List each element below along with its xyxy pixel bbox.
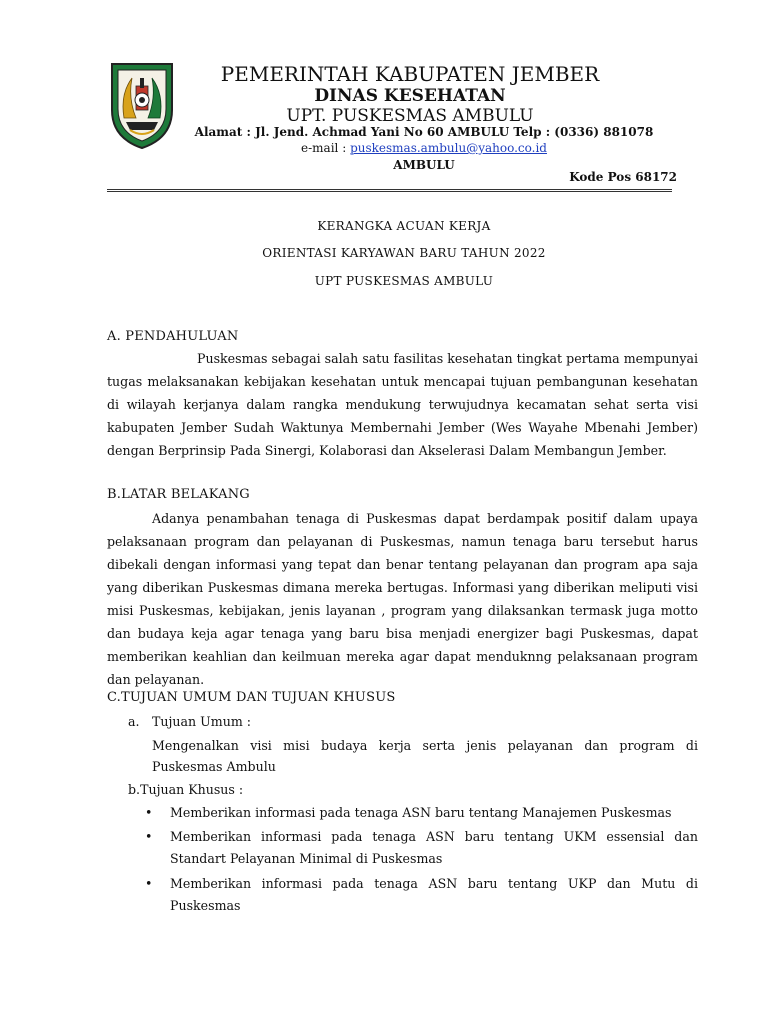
- kop-divider: [107, 189, 672, 192]
- bullet-icon: •: [145, 829, 153, 844]
- email-label: e-mail :: [301, 141, 347, 155]
- list-item: [145, 873, 698, 917]
- kop-upt: UPT. PUSKESMAS AMBULU: [286, 106, 534, 126]
- list-item: [145, 826, 698, 870]
- list-item: [145, 802, 698, 824]
- tujuan-umum-item: [128, 714, 251, 729]
- bullet-icon: •: [145, 805, 153, 820]
- list-item-text: Memberikan informasi pada tenaga ASN baru tentang UKM essensial dan Standart Pelayanan Minimal di Puskesmas: [170, 829, 698, 866]
- kop-email-line: [40, 141, 768, 155]
- heading-pendahuluan: A. PENDAHULUAN: [107, 329, 239, 344]
- judul-upt: UPT PUSKESMAS AMBULU: [314, 274, 494, 288]
- tujuan-umum-text: Mengenalkan visi misi budaya kerja serta jenis pelayanan dan program di Puskesmas Ambulu: [152, 738, 698, 774]
- list-item-text: Memberikan informasi pada tenaga ASN baru tentang UKP dan Mutu di Puskesmas: [170, 876, 698, 913]
- judul-kak: KERANGKA ACUAN KERJA: [317, 219, 491, 233]
- latar-belakang-text: Adanya penambahan tenaga di Puskesmas dapat berdampak positif dalam upaya pelaksanaan program dan pelayanan di Puskesmas, namun tenaga baru tersebut harus dibekali dengan informasi yang tepat dan benar tentang pelayanan dan program apa saja yang diberikan Puskesmas dimana mereka bertugas. Informasi yang diberikan meliputi visi misi Puskesmas, kebijakan, jenis layanan , program yang dilaksankan termask juga motto dan budaya keja agar tenaga yang baru bisa menjadi energizer bagi Puskesmas, dapat memberikan keahlian dan keilmuan mereka agar dapat menduknng pelaksanaan program dan pelayanan.: [107, 511, 698, 687]
- heading-tujuan: C.TUJUAN UMUM DAN TUJUAN KHUSUS: [107, 690, 396, 705]
- kode-pos: Kode Pos 68172: [569, 170, 677, 184]
- kop-kota: AMBULU: [393, 158, 455, 172]
- tujuan-umum-label: a.: [128, 714, 140, 729]
- pendahuluan-text: Puskesmas sebagai salah satu fasilitas kesehatan tingkat pertama mempunyai tugas melaksanakan kebijakan kesehatan untuk mencapai tujuan pembangunan kesehatan di wilayah kerjanya dalam rangka mendukung terwujudnya kecamatan sehat serta visi kabupaten Jember Sudah Waktunya Membernahi Jember (Wes Wayahe Mbenahi Jember) dengan Berprinsip Pada Sinergi, Kolaborasi dan Akselerasi Dalam Membangun Jember.: [107, 351, 698, 458]
- bullet-icon: •: [145, 876, 153, 891]
- list-item-text: Memberikan informasi pada tenaga ASN baru tentang Manajemen Puskesmas: [170, 805, 672, 820]
- kop-pemerintah: PEMERINTAH KABUPATEN JEMBER: [220, 62, 600, 86]
- paragraph-latar-belakang: [107, 507, 698, 691]
- heading-latar-belakang: B.LATAR BELAKANG: [107, 487, 250, 502]
- kop-alamat: Alamat : Jl. Jend. Achmad Yani No 60 AMBULU Telp : (0336) 881078: [194, 125, 654, 139]
- email-link[interactable]: puskesmas.ambulu@yahoo.co.id: [350, 141, 547, 155]
- tujuan-khusus-title: b.Tujuan Khusus :: [128, 782, 244, 797]
- judul-orientasi: ORIENTASI KARYAWAN BARU TAHUN 2022: [262, 246, 546, 260]
- kop-dinas: DINAS KESEHATAN: [314, 86, 506, 106]
- tujuan-umum-title: Tujuan Umum :: [152, 714, 252, 729]
- paragraph-pendahuluan: [107, 347, 698, 462]
